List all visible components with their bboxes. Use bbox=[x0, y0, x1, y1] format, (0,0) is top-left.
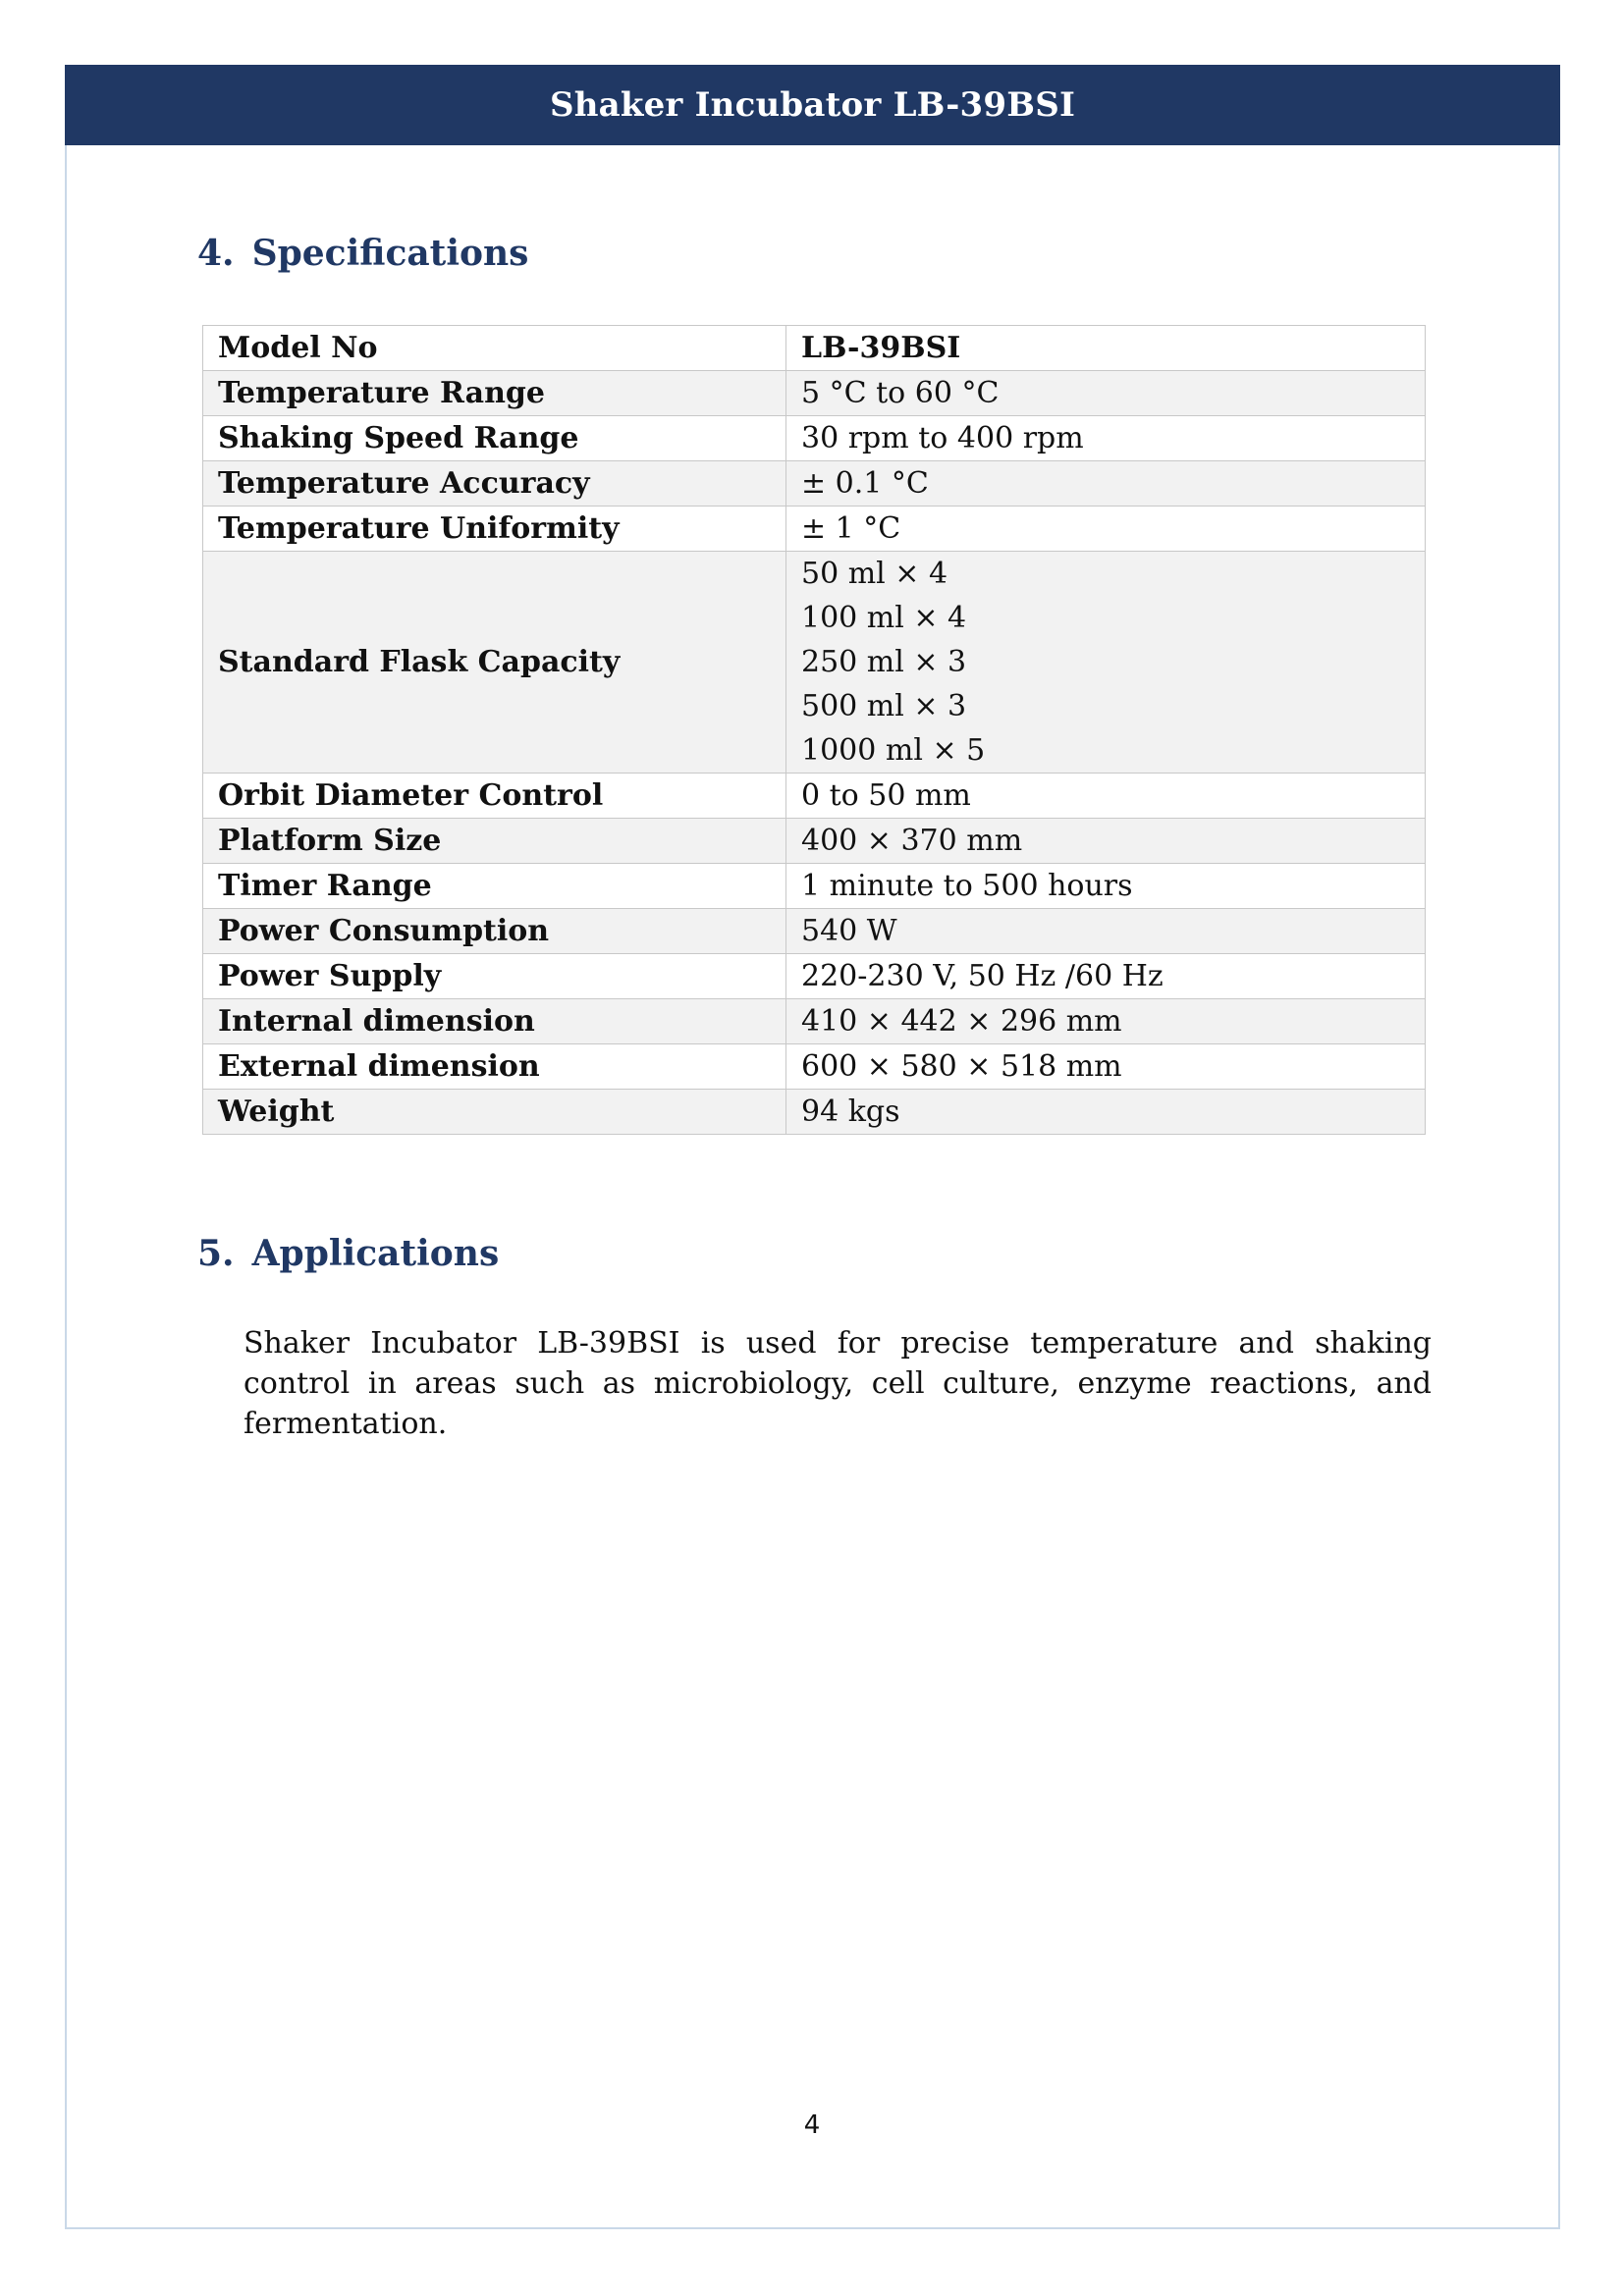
spec-label: Temperature Range bbox=[203, 371, 786, 416]
spec-value: 410 × 442 × 296 mm bbox=[786, 999, 1426, 1044]
document-title: Shaker Incubator LB-39BSI bbox=[549, 85, 1076, 125]
applications-paragraph: Shaker Incubator LB-39BSI is used for precise temperature and shaking control in areas such as microbiology, cell culture, enzyme reactions, and fermentation. bbox=[244, 1326, 1432, 1441]
spec-label: Platform Size bbox=[203, 819, 786, 864]
spec-value: 400 × 370 mm bbox=[786, 819, 1426, 864]
spec-label: Orbit Diameter Control bbox=[203, 774, 786, 819]
spec-value: LB-39BSI bbox=[786, 326, 1426, 371]
flask-capacity-line: 500 ml × 3 bbox=[801, 689, 967, 723]
specifications-heading bbox=[197, 233, 528, 274]
spec-row bbox=[203, 774, 1426, 819]
spec-label: Temperature Accuracy bbox=[203, 461, 786, 507]
spec-value: 5 °C to 60 °C bbox=[786, 371, 1426, 416]
page-number: 4 bbox=[803, 2110, 821, 2140]
spec-row bbox=[203, 999, 1426, 1044]
spec-label: External dimension bbox=[203, 1044, 786, 1090]
spec-value: ± 1 °C bbox=[786, 507, 1426, 552]
flask-capacity-line: 100 ml × 4 bbox=[801, 601, 967, 635]
spec-row bbox=[203, 954, 1426, 999]
spec-row bbox=[203, 416, 1426, 461]
flask-capacity-line: 50 ml × 4 bbox=[801, 557, 948, 591]
spec-row bbox=[203, 507, 1426, 552]
spec-label: Timer Range bbox=[203, 864, 786, 909]
header-bar bbox=[65, 65, 1560, 145]
specifications-table-body bbox=[203, 326, 1426, 1135]
spec-label: Weight bbox=[203, 1090, 786, 1135]
spec-row bbox=[203, 1090, 1426, 1135]
section-number: 5. bbox=[197, 1233, 235, 1274]
flask-capacity-line: 250 ml × 3 bbox=[801, 645, 967, 679]
specifications-table bbox=[202, 325, 1426, 1135]
spec-label: Standard Flask Capacity bbox=[203, 552, 786, 774]
spec-row bbox=[203, 1044, 1426, 1090]
section-title: Specifications bbox=[251, 233, 529, 274]
spec-value: 1 minute to 500 hours bbox=[786, 864, 1426, 909]
applications-heading bbox=[197, 1233, 499, 1274]
spec-value: 0 to 50 mm bbox=[786, 774, 1426, 819]
spec-row bbox=[203, 552, 1426, 774]
spec-label: Model No bbox=[203, 326, 786, 371]
spec-row bbox=[203, 819, 1426, 864]
spec-row bbox=[203, 326, 1426, 371]
spec-row bbox=[203, 909, 1426, 954]
spec-value: 540 W bbox=[786, 909, 1426, 954]
spec-row bbox=[203, 864, 1426, 909]
spec-label: Internal dimension bbox=[203, 999, 786, 1044]
spec-label: Temperature Uniformity bbox=[203, 507, 786, 552]
spec-value: 600 × 580 × 518 mm bbox=[786, 1044, 1426, 1090]
section-title: Applications bbox=[251, 1233, 500, 1274]
spec-row bbox=[203, 371, 1426, 416]
spec-label: Power Consumption bbox=[203, 909, 786, 954]
section-number: 4. bbox=[197, 233, 235, 274]
spec-value: 94 kgs bbox=[786, 1090, 1426, 1135]
spec-value: 220-230 V, 50 Hz /60 Hz bbox=[786, 954, 1426, 999]
spec-row bbox=[203, 461, 1426, 507]
spec-label: Shaking Speed Range bbox=[203, 416, 786, 461]
spec-value bbox=[786, 552, 1426, 774]
flask-capacity-line: 1000 ml × 5 bbox=[801, 733, 986, 768]
spec-value: ± 0.1 °C bbox=[786, 461, 1426, 507]
spec-label: Power Supply bbox=[203, 954, 786, 999]
spec-value: 30 rpm to 400 rpm bbox=[786, 416, 1426, 461]
